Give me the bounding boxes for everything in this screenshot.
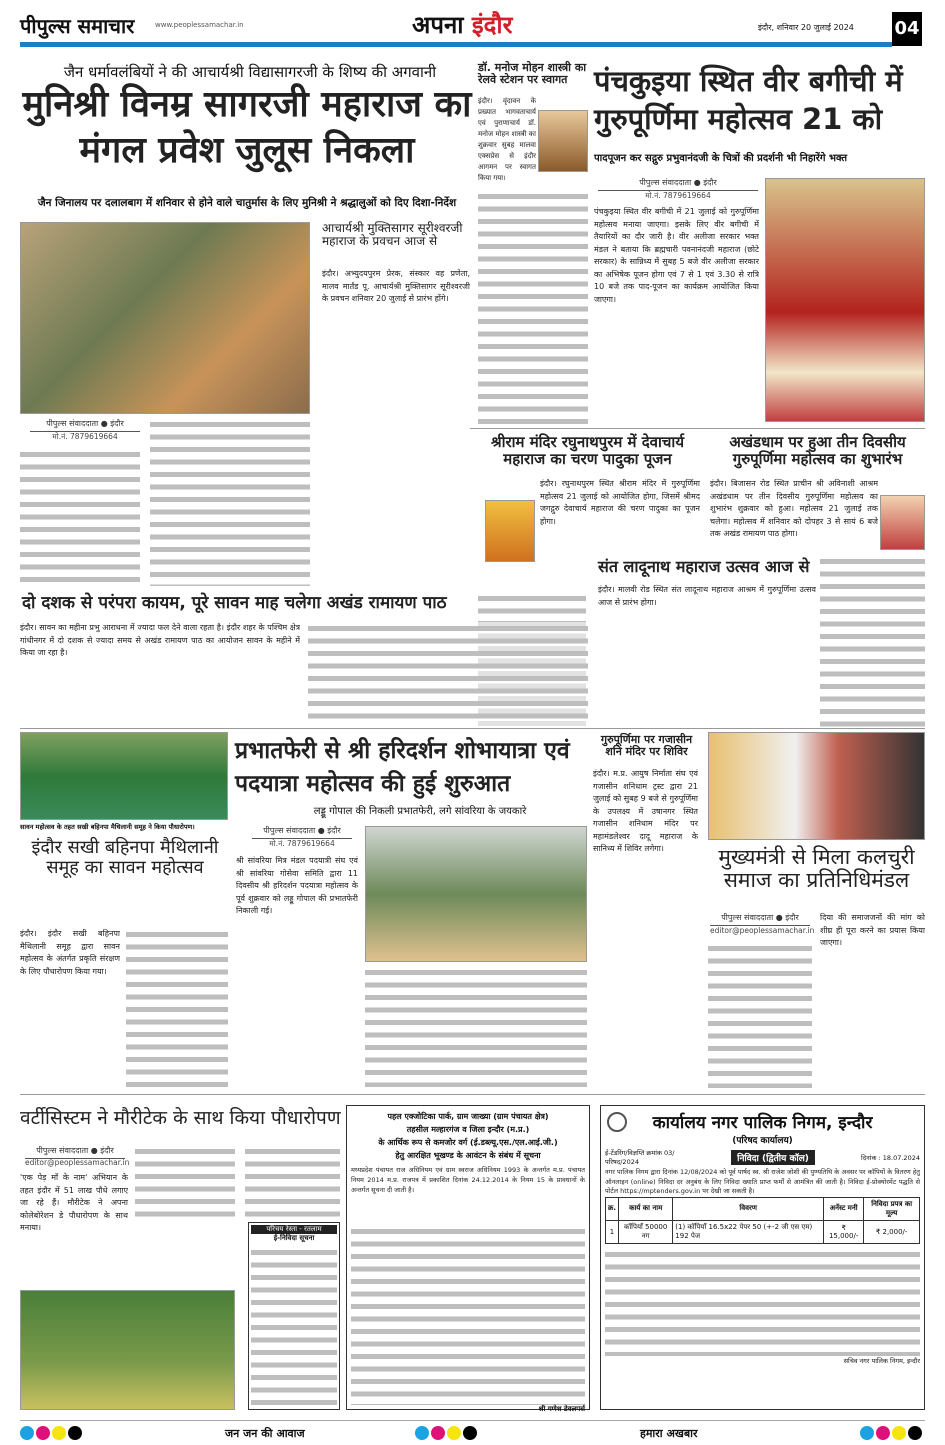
notice-line: हेतु आरक्षित भूखण्ड के आवंटन के संबंध में सूचना [395, 1151, 541, 1160]
tender-table [605, 1197, 920, 1244]
issue-date: इंदौर, शनिवार 20 जुलाई 2024 [758, 23, 854, 32]
a12-body-col3 [245, 1145, 340, 1217]
a12-headline: वर्टीसिस्टम ने मौरीटेक के साथ किया पौधारोपण [20, 1107, 341, 1129]
table-cell: ₹ 15,000/- [824, 1220, 864, 1243]
a11-body-col1 [708, 942, 812, 1088]
a7-headline: दो दशक से परंपरा कायम, पूरे सावन माह चलेगा अखंड रामायण पाठ [22, 593, 447, 613]
ad-subtitle: ई-निविदा सूचना [273, 1234, 315, 1242]
a3-mobile: मो.नं. 7879619664 [645, 191, 711, 200]
a1-deck: जैन जिनालय पर दलालबाग में शनिवार से होने वाले चातुर्मास के लिए मुनिश्री ने श्रद्धालुओं को दिए दिशा-निर्देश [37, 197, 457, 209]
a1-headline: मुनिश्री विनम्र सागरजी महाराज का मंगल प्रवेश जुलूस निकला [22, 84, 472, 171]
notice-signature: श्री गणेश डेवलपर्स [538, 1405, 585, 1413]
a1-byline: पीपुल्स संवाददाता ● इंदौर [30, 418, 140, 432]
divider [20, 728, 925, 729]
a4-body: इंदौर। रघुनाथपुरम स्थित श्रीराम मंदिर में गुरुपूर्णिमा महोत्सव 21 जुलाई को आयोजित होगा, जिसमें श्रीमद जगद्गुरु देवाचार्य महाराज की चरण पादुका का पूजन होगा। [540, 479, 700, 526]
section-title [412, 8, 512, 41]
tender-signature: सचिव नगर पालिक निगम, इन्दौर [843, 1356, 920, 1365]
ad-body [251, 1246, 337, 1406]
divider [470, 428, 925, 429]
table-cell: ₹ 2,000/- [864, 1220, 920, 1243]
railway-tender-ad [248, 1222, 340, 1410]
tender-conditions [605, 1248, 920, 1356]
a9-body: श्री सांवरिया मित्र मंडल पदयात्री संघ एवं श्री सांवरिया गोसेवा समिति द्वारा 11 दिवसीय श्री हरिदर्शन पदयात्रा महोत्सव के पूर्व शुक्रवार को लड्डू गोपाल की प्रभातफेरी निकाली गई। [236, 856, 358, 915]
a2-body [478, 190, 588, 425]
notice-body: मध्यप्रदेश पंचायत राज अधिनियम एवं ग्राम स्वराज अधिनियम 1993 के अन्तर्गत म.प्र. पंचायत नियम 2014 म.प्र. राजपत्र में प्रकाशित दिनांक 24.12.2014 के नियम 15 के प्रावधानों के अन्तर्गत सूचना दी जाती है। [351, 1166, 585, 1194]
footer-rule [20, 1420, 925, 1421]
a3-shrine-photo [765, 178, 925, 422]
tender-date: दिनांक : 18.07.2024 [861, 1153, 920, 1162]
footer-slogan-left: जन जन की आवाज [225, 1427, 305, 1440]
a10-body: इंदौर। म.प्र. आयुष निर्माता संघ एवं गजासीन शनिधाम ट्रस्ट द्वारा 21 जुलाई को सुबह 9 बजे से गुरुपूर्णिमा के उपलक्ष्य में उषानगर स्थित गजासीन शनिधाम मंदिर पर महामंडलेश्वर दादू महाराज के सानिध्य में शिविर लगेगा। [593, 769, 698, 853]
a11-body: दिया की समाजजनों की मांग को शीघ्र ही पूरा करने का प्रयास किया जाएगा। [820, 913, 925, 947]
a12-body: 'एक पेड़ माँ के नाम' अभियान के तहत इंदौर में 51 लाख पौधे लगाए जा रहे हैं। मौरीटेक ने अपना कोलेबोरेशन डे पौधारोपण के साथ मनाया। [20, 1173, 128, 1232]
a9-mobile: मो.नं. 7879619664 [269, 839, 335, 848]
a11-byline: पीपुल्स संवाददाता ● इंदौर [710, 912, 810, 926]
a11-headline: मुख्यमंत्री से मिला कलचुरी समाज का प्रतिनिधिमंडल [718, 845, 915, 893]
a12-plantation-photo [20, 1290, 235, 1410]
masthead-rule [20, 42, 892, 47]
a9-headline: प्रभातफेरी से श्री हरिदर्शन शोभायात्रा एवं पदयात्रा महोत्सव की हुई शुरुआत [235, 738, 570, 797]
a11-email[interactable]: editor@peoplessamachar.in [710, 926, 815, 935]
site-url[interactable]: www.peoplessamachar.in [155, 21, 244, 29]
table-row [606, 1220, 920, 1243]
tender-body: नगर पालिक निगम द्वारा दिनांक 12/08/2024 को पूर्व पार्षद स्व. श्री राजेश जोशी की पुण्यतिथि के अवसर पर कॉपियों के वितरण हेतु ऑनलाइन (online) निविदा दर अनुबंध के लिए निविदा ख्याति प्राप्त फर्मों से आमंत्रित की जाती है। निविदा ई-प्रोक्योरमेंट पद्धति से पोर्टल https://mptenders.gov.in पर देखी जा सकती है। [605, 1168, 920, 1195]
a5-headline: अखंडधाम पर हुआ तीन दिवसीय गुरुपूर्णिमा महोत्सव का शुभारंभ [729, 433, 906, 468]
a1-body-col1 [20, 448, 140, 586]
divider [20, 1094, 925, 1095]
a9-byline: पीपुल्स संवाददाता ● इंदौर [252, 825, 352, 839]
table-cell: 1 [606, 1220, 619, 1243]
a1-body-col2 [150, 418, 310, 586]
a6-body: इंदौर। मालवी रोड स्थित संत लादूनाथ महाराज आश्रम में गुरुपूर्णिमा उत्सव आज से प्रारंभ होगा। [598, 585, 816, 607]
table-header: निविदा प्रपत्र का मूल्य [864, 1197, 920, 1220]
ad-title: परिचय रेस्ता - रतलाम [251, 1225, 337, 1234]
table-cell: कॉपियाँ 50000 नग [619, 1220, 673, 1243]
a8-caption: सावन महोत्सव के तहत सखी बहिनपा मैथिलानी समूह ने किया पौधारोपण। [20, 823, 195, 831]
a2-portrait-photo [538, 110, 588, 172]
a3-body: पंचकुइया स्थित वीर बगीची में 21 जुलाई को गुरुपूर्णिमा महोत्सव मनाया जाएगा। इसके लिए वीर बगीची में तैयारियों का दौर जारी है। वीर अलीजा सरकार भक्त मंडल ने बताया कि ब्रह्मचारी पवनानंदजी महाराज (छोटे सरकार) के सान्निध्य में सुबह 5 बजे वीर अलीजा सरकार का अभिषेक पूजन होगा एवं 7 से 1 एवं 3.30 से रात्रि 10 बजे तक पाद-पूजन का कार्यक्रम आयोजित किया जाएगा। [594, 207, 759, 304]
a6-headline: संत लादूनाथ महाराज उत्सव आज से [598, 557, 810, 576]
a7-body-col2 [308, 622, 588, 726]
notice-line: के आर्थिक रूप से कमजोर वर्ग (ई.डब्ल्यू.एस./एल.आई.जी.) [378, 1138, 558, 1147]
a12-email[interactable]: editor@peoplessamachar.in [25, 1158, 130, 1167]
a3-byline: पीपुल्स संवाददाता ● इंदौर [598, 177, 758, 191]
tender-office: (परिषद कार्यालय) [732, 1136, 793, 1146]
footer-slogan-right: हमारा अखबार [640, 1427, 698, 1440]
registration-marks [415, 1425, 479, 1444]
a12-byline: पीपुल्स संवाददाता ● इंदौर [25, 1145, 125, 1159]
a11-cm-meeting-photo [708, 732, 925, 840]
a1-procession-photo [20, 222, 310, 414]
table-header: विवरण [673, 1197, 824, 1220]
a8-group-photo [20, 732, 228, 820]
tender-label: निविदा (द्वितीय कॉल) [731, 1150, 815, 1165]
a3-deck: पादपूजन कर सद्गुरु प्रभुवानंदजी के चित्रों की प्रदर्शनी भी निहारेंगे भक्त [594, 153, 848, 164]
table-header: क्र. [606, 1197, 619, 1220]
a10-headline: गुरुपूर्णिमा पर गजासीन शनि मंदिर पर शिविर [600, 733, 693, 759]
a3-headline: पंचकुइया स्थित वीर बगीची में गुरुपूर्णिमा महोत्सव 21 को [594, 64, 903, 136]
notice-list [351, 1225, 585, 1405]
a4-headline: श्रीराम मंदिर रघुनाथपुरम में देवाचार्य महाराज का चरण पादुका पूजन [490, 433, 685, 468]
section-title-b: इंदौर [471, 11, 513, 39]
registration-marks [860, 1425, 924, 1444]
a1-side-body: इंदौर। अभ्युदयपुरम प्रेरक, संस्कार वह प्रणेता, मालव मार्तंड पू. आचार्यश्री मुक्तिसागर सूरीश्वरजी के प्रवचन शनिवार 20 जुलाई से प्रारंभ होंगे। [322, 269, 470, 303]
municipal-tender-notice [600, 1105, 925, 1410]
section-title-a: अपना [412, 11, 464, 39]
a5-photo [880, 495, 925, 550]
a8-body-col2 [126, 928, 228, 1088]
a9-body-cont [365, 966, 587, 1087]
a5-body: इंदौर। बिजासन रोड स्थित प्राचीन श्री अविनाशी आश्रम अखंडधाम पर तीन दिवसीय गुरुपूर्णिमा महोत्सव का शुभारंभ शुक्रवार को हुआ। महोत्सव 21 जुलाई तक चलेगा। महोत्सव में शनिवार को दोपहर 3 से सायं 6 बजे तक अखंड रामायण पाठ होगा। [710, 479, 878, 538]
notice-line: तहसील मल्हारगंज व जिला इन्दौर (म.प्र.) [406, 1125, 530, 1134]
a2-lede: इंदौर। वृंदावन के प्रख्यात भागवताचार्य एवं पुराणाचार्य डॉ. मनोज मोहन शास्त्री का शुक्रवार सुबह मालवा एक्सप्रेस से इंदौर आगमन पर स्वागत किया गया। [478, 97, 536, 182]
a1-kicker: जैन धर्मावलंबियों ने की आचार्यश्री विद्यासागरजी के शिष्य की अगवानी [63, 63, 437, 81]
notice-line: पहल एक्जोटिका पार्क, ग्राम जाख्या (ग्राम पंचायत क्षेत्र) [387, 1112, 549, 1121]
table-header: अर्नेस्ट मनी [824, 1197, 864, 1220]
a9-deck: लड्डू गोपाल की निकली प्रभातफेरी, लगे सांवरिया के जयकारे [313, 806, 527, 817]
tender-ref: ई-टेंडरिंग/विज्ञप्ति क्रमांक 03/परिषद/2024 [605, 1149, 675, 1166]
a9-procession-photo [365, 826, 587, 962]
a8-headline: इंदौर सखी बहिनपा मैथिलानी समूह का सावन महोत्सव [31, 837, 219, 878]
a1-mobile: मो.नं. 7879619664 [52, 432, 118, 441]
a1-side-headline: आचार्यश्री मुक्तिसागर सूरीश्वरजी महाराज के प्रवचन आज से [322, 221, 463, 249]
newspaper-logo: पीपुल्स समाचार [20, 14, 135, 38]
emblem-icon [607, 1112, 627, 1132]
a8-body: इंदौर। इंदौर सखी बहिनपा मैथिलानी समूह द्वारा सावन महोत्सव के अंतर्गत प्रकृति संरक्षण के लिए पौधारोपण किया गया। [20, 929, 120, 976]
table-header: कार्य का नाम [619, 1197, 673, 1220]
a7-body: इंदौर। सावन का महीना प्रभु आराधना में ज्यादा फल देने वाला रहता है। इंदौर शहर के पश्चिम क्षेत्र गांधीनगर में दो दशक से ज्यादा समय से अखंड रामायण पाठ का आयोजन सावन के महीने में किया जा रहा है। [20, 623, 300, 657]
a12-body-col2 [135, 1145, 235, 1217]
tender-title: कार्यालय नगर पालिक निगम, इन्दौर [652, 1113, 873, 1133]
a5-body-cont [820, 555, 925, 727]
page-number: 04 [892, 12, 922, 46]
a2-headline: डॉ. मनोज मोहन शास्त्री का रेलवे स्टेशन पर स्वागत [478, 61, 587, 87]
table-cell: (1) कॉपियाँ 16.5x22 पेपर 50 (+-2 जी एस एम) 192 पेज [673, 1220, 824, 1243]
land-allotment-notice [346, 1105, 590, 1413]
registration-marks [20, 1425, 84, 1444]
